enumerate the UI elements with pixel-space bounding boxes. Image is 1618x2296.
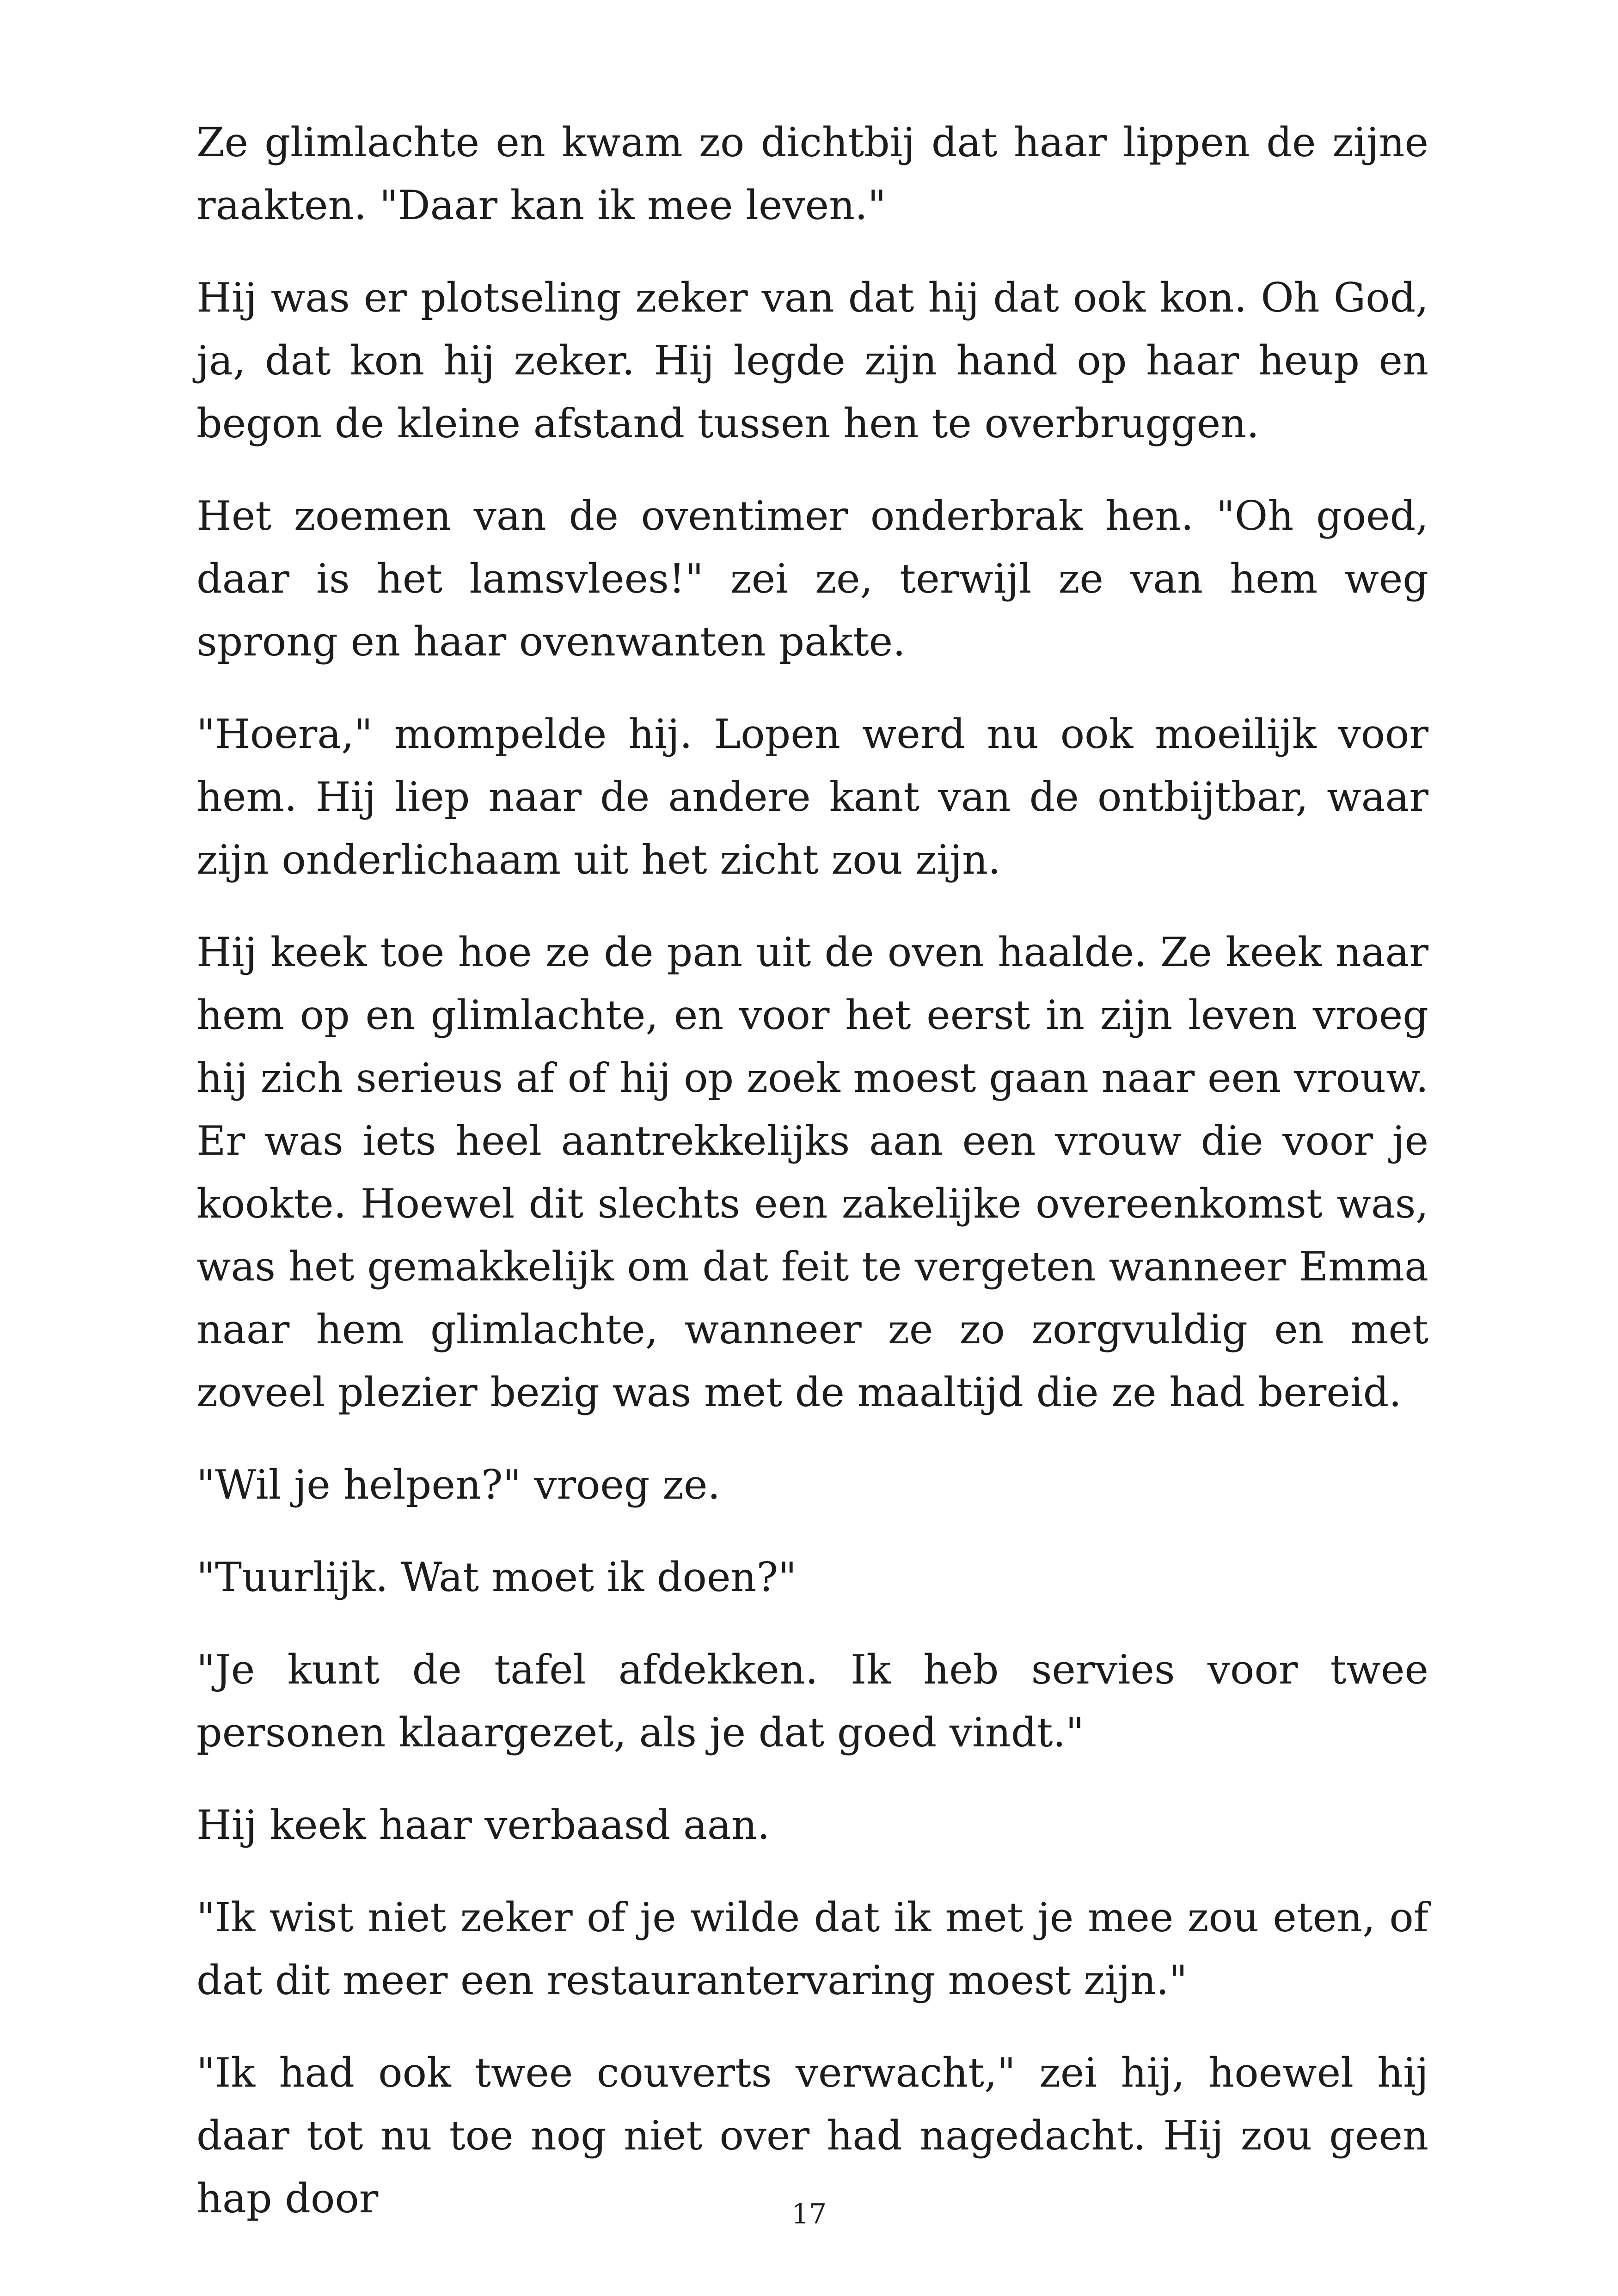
- page-number: 17: [791, 2198, 827, 2230]
- paragraph: "Wil je helpen?" vroeg ze.: [196, 1461, 721, 1508]
- paragraph: "Hoera," mompelde hij. Lopen werd nu ook moeilijk voor hem. Hij liep naar de andere kant van de ontbijtbar, waar zijn onderlichaam uit het zicht zou zijn.: [196, 710, 1428, 883]
- paragraph: "Tuurlijk. Wat moet ik doen?": [196, 1554, 797, 1601]
- paragraph: Hij keek haar verbaasd aan.: [196, 1801, 770, 1849]
- paragraph: Het zoemen van de oventimer onderbrak hen. "Oh goed, daar is het lamsvlees!" zei ze, terwijl ze van hem weg sprong en haar ovenwanten pakte.: [196, 492, 1428, 665]
- paragraph: Ze glimlachte en kwam zo dichtbij dat haar lippen de zijne raakten. "Daar kan ik mee leven.": [196, 119, 1428, 229]
- paragraph: Hij keek toe hoe ze de pan uit de oven haalde. Ze keek naar hem op en glimlachte, en voor het eerst in zijn leven vroeg hij zich serieus af of hij op zoek moest gaan naar een vrouw. Er was iets heel aantrekkelijks aan een vrouw die voor je kookte. Hoewel dit slechts een zakelijke overeenkomst was, was het gemakkelijk om dat feit te vergeten wanneer Emma naar hem glimlachte, wanneer ze zo zorgvuldig en met zoveel plezier bezig was met de maaltijd die ze had bereid.: [196, 929, 1428, 1416]
- body-text: [196, 111, 1428, 2259]
- paragraph: "Ik wist niet zeker of je wilde dat ik met je mee zou eten, of dat dit meer een restaurantervaring moest zijn.": [196, 1894, 1428, 2004]
- paragraph: Hij was er plotseling zeker van dat hij dat ook kon. Oh God, ja, dat kon hij zeker. Hij legde zijn hand op haar heup en begon de kleine afstand tussen hen te overbruggen.: [196, 274, 1428, 447]
- paragraph: "Ik had ook twee couverts verwacht," zei hij, hoewel hij daar tot nu toe nog niet over had nagedacht. Hij zou geen hap door: [196, 2049, 1428, 2222]
- paragraph: "Je kunt de tafel afdekken. Ik heb servies voor twee personen klaargezet, als je dat goed vindt.": [196, 1646, 1428, 1756]
